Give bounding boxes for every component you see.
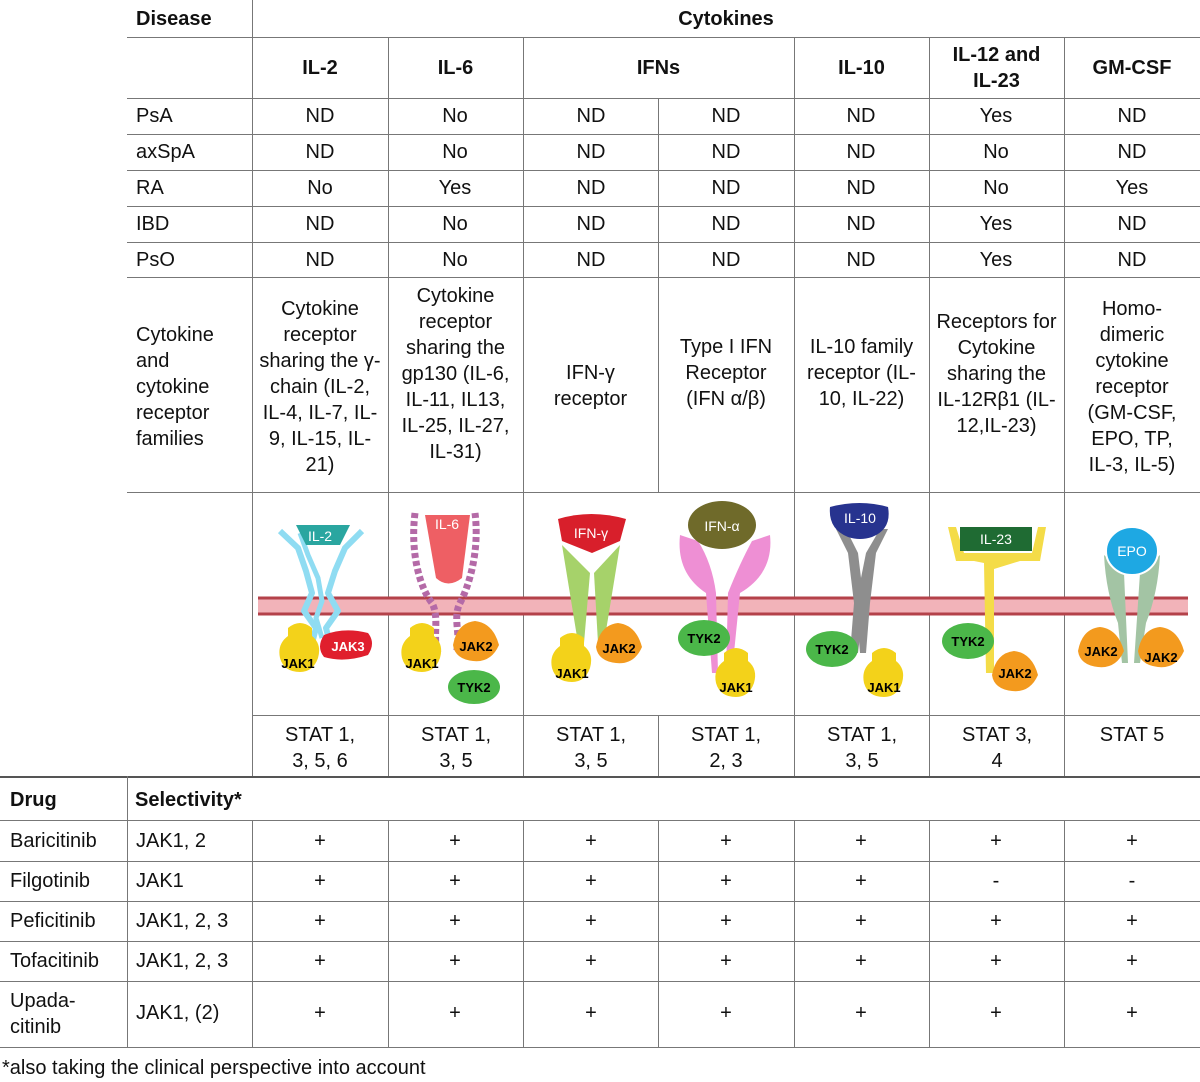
col-header-ifns: IFNs: [636, 57, 681, 79]
drug-effect-cell: +: [314, 870, 326, 892]
families-label: Cytokine and cytokine receptor families: [136, 324, 214, 450]
disease-cell: Yes: [979, 105, 1013, 127]
drug-selectivity: JAK1, 2: [136, 830, 207, 852]
disease-cell: ND: [1117, 105, 1147, 127]
il23-label: IL-23: [980, 531, 1012, 547]
col-header-gmcsf: GM-CSF: [1092, 57, 1172, 79]
disease-cell: ND: [305, 213, 335, 235]
disease-cell: ND: [846, 141, 876, 163]
drug-effect-cell: +: [720, 910, 732, 932]
drug-effect-cell: -: [1128, 870, 1136, 892]
svg-text:JAK1: JAK1: [719, 680, 753, 695]
disease-cell: ND: [711, 177, 741, 199]
drug-name: Upada- citinib: [10, 990, 76, 1038]
family-homodimeric: Homo- dimeric cytokine receptor (GM-CSF, EPO, TP, IL-3, IL-5): [1087, 298, 1177, 476]
drug-effect-cell: +: [720, 1002, 732, 1024]
disease-cell: No: [307, 177, 333, 199]
disease-cell: ND: [846, 177, 876, 199]
disease-cell: No: [442, 141, 468, 163]
col-header-il12-il23: IL-12 and IL-23: [952, 44, 1041, 92]
disease-cell: ND: [846, 213, 876, 235]
drug-effect-cell: +: [855, 830, 867, 852]
disease-cell: ND: [305, 249, 335, 271]
stat-il23: STAT 3, 4: [961, 724, 1033, 772]
svg-text:JAK2: JAK2: [602, 641, 636, 656]
drug-effect-cell: +: [855, 950, 867, 972]
drug-effect-cell: +: [855, 910, 867, 932]
drug-effect-cell: +: [990, 830, 1002, 852]
disease-cell: ND: [576, 177, 606, 199]
il10-label: IL-10: [844, 510, 876, 526]
disease-cell: ND: [711, 105, 741, 127]
receptor-diagrams: [0, 493, 1200, 715]
disease-cell: ND: [711, 141, 741, 163]
drug-effect-cell: +: [449, 1002, 461, 1024]
drug-effect-cell: +: [720, 830, 732, 852]
family-il6: Cytokine receptor sharing the gp130 (IL-6, IL-11, IL13, IL-25, IL-27, IL-31): [401, 285, 510, 463]
drug-name: Peficitinib: [10, 910, 96, 932]
stat-il10: STAT 1, 3, 5: [826, 724, 898, 772]
drug-effect-cell: +: [990, 950, 1002, 972]
drug-effect-cell: +: [314, 830, 326, 852]
il2-label: IL-2: [307, 528, 333, 544]
disease-name: RA: [136, 177, 164, 199]
drug-effect-cell: +: [585, 1002, 597, 1024]
drug-effect-cell: +: [855, 870, 867, 892]
disease-name: PsO: [136, 249, 175, 271]
svg-text:JAK1: JAK1: [555, 666, 589, 681]
drug-effect-cell: +: [990, 1002, 1002, 1024]
drug-selectivity: JAK1: [136, 870, 184, 892]
drug-effect-cell: +: [585, 910, 597, 932]
family-il12rb1: Receptors for Cytokine sharing the IL-12Rβ1 (IL-12,IL-23): [936, 311, 1057, 437]
disease-cell: ND: [305, 141, 335, 163]
disease-cell: Yes: [1115, 177, 1149, 199]
drug-effect-cell: +: [449, 830, 461, 852]
svg-text:TYK2: TYK2: [457, 680, 491, 695]
drug-effect-cell: +: [855, 1002, 867, 1024]
drug-effect-cell: +: [314, 1002, 326, 1024]
disease-cell: ND: [711, 213, 741, 235]
disease-cell: ND: [305, 105, 335, 127]
drug-effect-cell: +: [585, 830, 597, 852]
drug-effect-cell: +: [1126, 830, 1138, 852]
disease-cell: ND: [846, 249, 876, 271]
disease-cell: ND: [576, 105, 606, 127]
drug-effect-cell: +: [449, 910, 461, 932]
disease-header: Disease: [136, 8, 212, 30]
disease-cell: No: [983, 177, 1009, 199]
disease-cell: No: [442, 213, 468, 235]
disease-cell: ND: [846, 105, 876, 127]
drug-effect-cell: +: [314, 910, 326, 932]
drug-effect-cell: +: [1126, 1002, 1138, 1024]
drug-effect-cell: +: [585, 950, 597, 972]
disease-cell: ND: [576, 141, 606, 163]
drug-effect-cell: +: [720, 870, 732, 892]
svg-text:JAK1: JAK1: [405, 656, 439, 671]
disease-cell: No: [983, 141, 1009, 163]
drug-effect-cell: +: [585, 870, 597, 892]
family-il2: Cytokine receptor sharing the γ-chain (IL-2, IL-4, IL-7, IL-9, IL-15, IL-21): [259, 298, 381, 476]
col-header-il10: IL-10: [838, 57, 885, 79]
svg-text:JAK3: JAK3: [331, 639, 365, 654]
disease-cell: Yes: [438, 177, 472, 199]
disease-cell: No: [442, 105, 468, 127]
drug-effect-cell: +: [449, 950, 461, 972]
ifna-label: IFN-α: [704, 518, 740, 534]
disease-name: PsA: [136, 105, 173, 127]
drug-effect-cell: +: [720, 950, 732, 972]
disease-name: IBD: [136, 213, 170, 235]
drug-effect-cell: +: [1126, 910, 1138, 932]
drug-effect-cell: +: [990, 910, 1002, 932]
ifng-label: IFN-γ: [573, 525, 609, 541]
col-header-il2: IL-2: [302, 57, 338, 79]
drug-name: Filgotinib: [10, 870, 91, 892]
family-il10: IL-10 family receptor (IL-10, IL-22): [807, 336, 916, 410]
col-header-il6: IL-6: [437, 57, 474, 79]
disease-cell: Yes: [979, 213, 1013, 235]
disease-cell: No: [442, 249, 468, 271]
drug-selectivity: JAK1, (2): [136, 1002, 220, 1024]
disease-name: axSpA: [136, 141, 195, 163]
disease-cell: ND: [1117, 141, 1147, 163]
epo-label: EPO: [1117, 543, 1147, 559]
drug-name: Baricitinib: [10, 830, 97, 852]
stat-il6: STAT 1, 3, 5: [420, 724, 492, 772]
disease-cell: ND: [711, 249, 741, 271]
svg-text:JAK2: JAK2: [459, 639, 493, 654]
drug-effect-cell: +: [314, 950, 326, 972]
svg-text:JAK2: JAK2: [1144, 650, 1178, 665]
stat-ifng: STAT 1, 3, 5: [555, 724, 627, 772]
disease-cell: ND: [576, 213, 606, 235]
stat-gmcsf: STAT 5: [1099, 724, 1165, 746]
drug-header: Drug: [10, 789, 57, 811]
svg-text:TYK2: TYK2: [815, 642, 849, 657]
disease-cell: ND: [1117, 249, 1147, 271]
cell-membrane: [258, 598, 1188, 614]
svg-text:JAK1: JAK1: [281, 656, 315, 671]
disease-cell: ND: [576, 249, 606, 271]
disease-cell: ND: [1117, 213, 1147, 235]
il6-label: IL-6: [434, 516, 460, 532]
family-ifng: IFN-γ receptor: [553, 362, 628, 410]
stat-il2: STAT 1, 3, 5, 6: [284, 724, 356, 772]
svg-text:JAK2: JAK2: [998, 666, 1032, 681]
stat-type1-ifn: STAT 1, 2, 3: [690, 724, 762, 772]
family-type1-ifn: Type I IFN Receptor (IFN α/β): [679, 336, 773, 410]
drug-selectivity: JAK1, 2, 3: [136, 910, 229, 932]
svg-text:TYK2: TYK2: [687, 631, 721, 646]
footnote: *also taking the clinical perspective into account: [2, 1057, 426, 1079]
drug-effect-cell: +: [1126, 950, 1138, 972]
drug-name: Tofacitinib: [10, 950, 99, 972]
drug-effect-cell: +: [449, 870, 461, 892]
svg-text:JAK2: JAK2: [1084, 644, 1118, 659]
drug-selectivity: JAK1, 2, 3: [136, 950, 229, 972]
disease-cell: Yes: [979, 249, 1013, 271]
svg-text:JAK1: JAK1: [867, 680, 901, 695]
selectivity-header: Selectivity*: [135, 789, 242, 811]
drug-effect-cell: -: [992, 870, 1000, 892]
cytokines-header: Cytokines: [678, 8, 774, 30]
svg-text:TYK2: TYK2: [951, 634, 985, 649]
